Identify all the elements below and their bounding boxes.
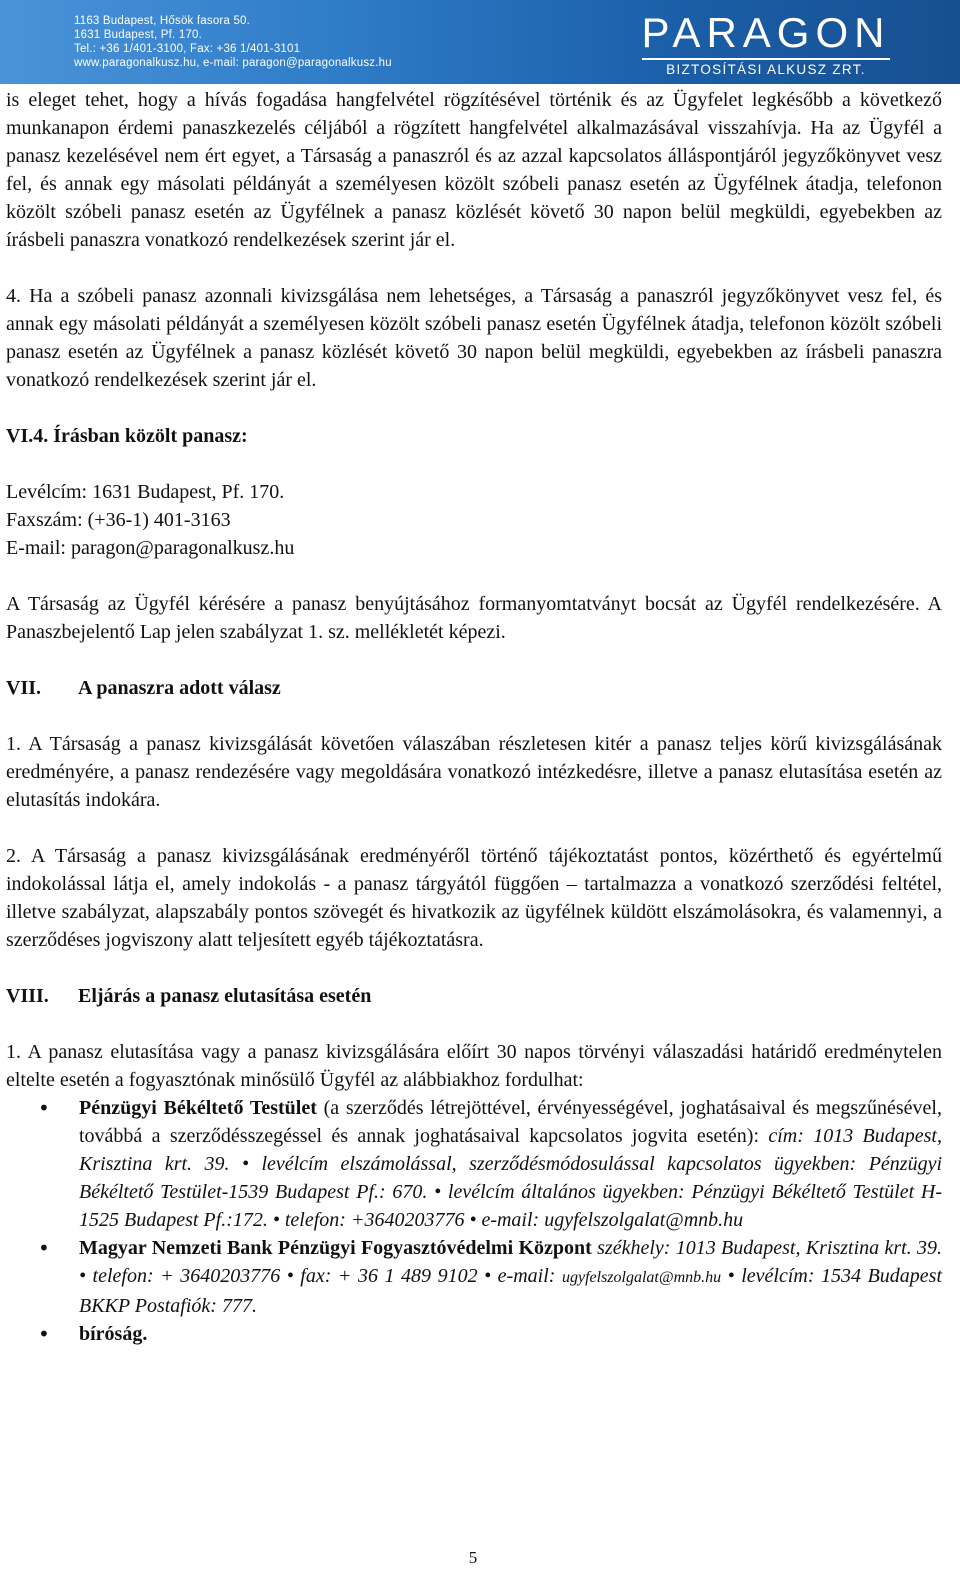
heading-viii: [6, 982, 942, 1010]
bullet-list: [6, 1094, 942, 1348]
bullet-title: Magyar Nemzeti Bank Pénzügyi Fogyasztóvédelmi Központ: [79, 1237, 592, 1259]
bullet-title: bíróság.: [79, 1323, 148, 1345]
logo-subtitle: BIZTOSÍTÁSI ALKUSZ ZRT.: [666, 62, 866, 77]
list-item: [6, 1234, 942, 1320]
list-item: [6, 1094, 942, 1234]
letterhead-contact: [74, 14, 392, 70]
heading-viii-number: VIII.: [6, 985, 49, 1007]
phone-fax-line: Tel.: +36 1/401-3100, Fax: +36 1/401-3101: [74, 43, 301, 55]
web-email-line: www.paragonalkusz.hu, e-mail: paragon@paragonalkusz.hu: [74, 57, 392, 69]
heading-vi4: VI.4. Írásban közölt panasz:: [6, 425, 248, 447]
bullet-contacts: cím: 1013 Budapest, Krisztina krt. 39. • levélcím elszámolással, szerződésmódosulással kapcsolatos ügyekben: Pénzügyi Békéltető Testület-1539 Budapest Pf.: 670. • levélcím általános ügyekben: Pénzügyi Békéltető Testület H-1525 Budapest Pf.:172. • telefon: +3640203776 • e-mail: ugyfelszolgalat@mnb.hu: [79, 1125, 942, 1231]
contact-fax: Faxszám: (+36-1) 401-3163: [6, 509, 231, 531]
page-number: 5: [468, 1548, 478, 1567]
document-body: [6, 86, 942, 1348]
paragraph-vii-2: 2. A Társaság a panasz kivizsgálásának eredményéről történő tájékoztatást pontos, közérthető és egyértelmű indokolással látja el, amely indokolás - a panasz tárgyától függően – tartalmazza a vonatkozó szerződési feltétel, illetve szabályzat, alapszabály pontos szövegét és hivatkozik az ügyfélnek küldött elszámolásokra, és valamennyi, a szerződéses jogviszony alatt teljesített egyéb tájékoztatásra.: [6, 845, 942, 951]
contact-mail: Levélcím: 1631 Budapest, Pf. 170.: [6, 481, 285, 503]
heading-viii-title: Eljárás a panasz elutasítása esetén: [78, 985, 372, 1007]
paragraph-form: A Társaság az Ügyfél kérésére a panasz benyújtásához formanyomtatványt bocsát az Ügyfél rendelkezésére. A Panaszbejelentő Lap jelen szabályzat 1. sz. mellékletét képezi.: [6, 593, 942, 643]
bullet-contacts: székhely: 1013 Budapest, Krisztina krt. 39. • telefon: + 3640203776 • fax: + 36 1 489 9102 • e-mail:: [79, 1237, 942, 1287]
logo-divider: [642, 58, 890, 60]
paragraph-point-4: 4. Ha a szóbeli panasz azonnali kivizsgálása nem lehetséges, a Társaság a panaszról jegyzőkönyvet vesz fel, és annak egy másolati példányát a személyesen közölt szóbeli panasz esetén Ügyfélnek átadja, telefonon közölt szóbeli panasz esetén az Ügyfélnek a panasz közlését követő 30 napon belül megküldi, egyebekben az írásbeli panaszra vonatkozó rendelkezések szerint jár el.: [6, 285, 942, 391]
paragraph-viii-1: 1. A panasz elutasítása vagy a panasz kivizsgálására előírt 30 napos törvényi válaszadási határidő eredménytelen eltelte esetén a fogyasztónak minősülő Ügyfél az alábbiakhoz fordulhat:: [6, 1041, 942, 1091]
bullet-title: Pénzügyi Békéltető Testület: [79, 1097, 317, 1119]
contact-email: E-mail: paragon@paragonalkusz.hu: [6, 537, 295, 559]
heading-vii-number: VII.: [6, 677, 42, 699]
paragraph-vii-1: 1. A Társaság a panasz kivizsgálását követően válaszában részletesen kitér a panasz teljes körű kivizsgálásának eredményére, a panasz rendezésére vagy megoldására vonatkozó intézkedésre, illetve a panasz elutasítása esetén az elutasítás indokára.: [6, 733, 942, 811]
list-item: [6, 1320, 942, 1348]
paragon-logo: [638, 8, 894, 78]
address-line: 1163 Budapest, Hősök fasora 50.: [74, 15, 251, 27]
heading-vii: [6, 674, 942, 702]
letterhead-banner: [0, 0, 960, 84]
logo-name: PARAGON: [641, 9, 891, 56]
heading-vii-title: A panaszra adott válasz: [78, 677, 281, 699]
paragraph-continuation: is eleget tehet, hogy a hívás fogadása hangfelvétel rögzítésével történik és az Ügyfelet legkésőbb a következő munkanapon érdemi panaszkezelés céljából a rögzített hangfelvétel alkalmazásával visszahívja. Ha az Ügyfél a panasz kezelésével nem ért egyet, a Társaság a panaszról és az azzal kapcsolatos álláspontjáról jegyzőkönyvet vesz fel, és annak egy másolati példányát a személyesen közölt szóbeli panasz esetén az Ügyfélnek átadja, telefonon közölt szóbeli panasz esetén az Ügyfélnek a panasz közlését követő 30 napon belül megküldi, egyebekben az írásbeli panaszra vonatkozó rendelkezések szerint jár el.: [6, 89, 942, 251]
po-box-line: 1631 Budapest, Pf. 170.: [74, 29, 203, 41]
bullet-postal: • levélcím: 1534 Budapest BKKP Postafiók: 777.: [79, 1265, 943, 1317]
bullet-text: (a szerződés létrejöttével, érvényességével, joghatásaival és megszűnésével, továbbá a szerződésszegéssel és annak joghatásaival kapcsolatos jogvita esetén):: [79, 1097, 942, 1147]
bullet-email: ugyfelszolgalat@mnb.hu: [561, 1269, 722, 1286]
